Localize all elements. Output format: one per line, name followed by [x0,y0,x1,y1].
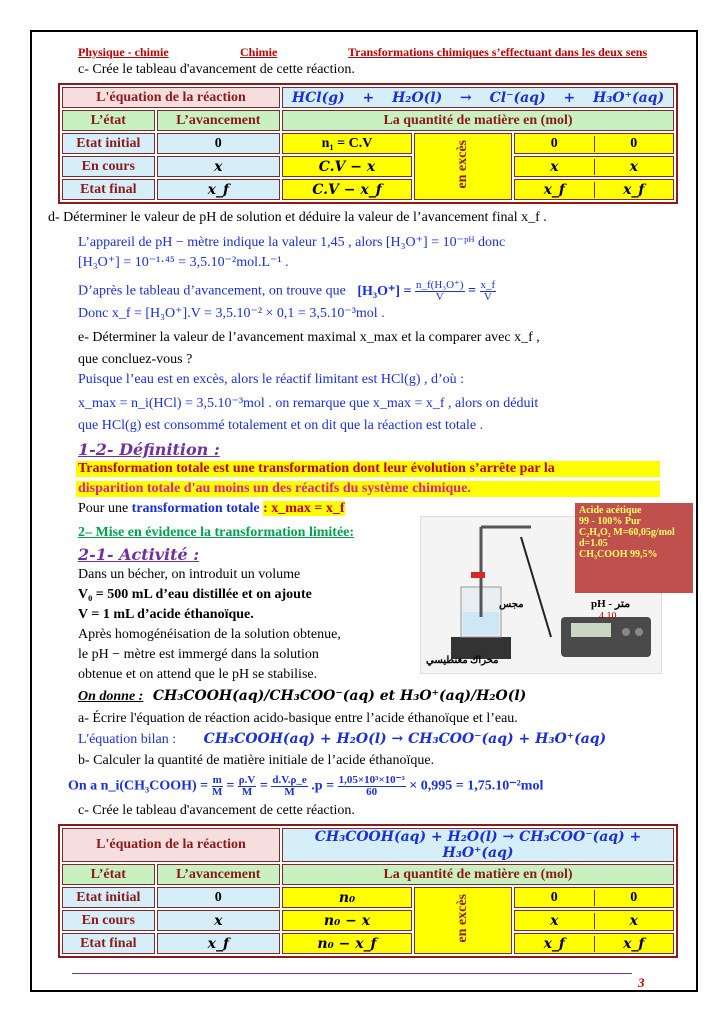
section2-title: 2– Mise en évidence la transformation limitée: [78,525,355,540]
table1-c3: x [515,159,595,175]
answer-b-post: × 0,995 = 1,75.10⁻²mol [409,778,544,794]
fraction-numeric [338,775,406,798]
acid-label-line: 99 - 100% Pur [579,516,641,527]
table1-eq-term: H₂O(l) [392,89,443,106]
table2-excess-text: en excès [455,893,470,943]
answer-b-pre: On a n_i(CH₃COOH) = [68,778,209,794]
table1-eq-label: L'équation de la réaction [62,87,280,108]
on-donne-line [78,688,526,705]
table1-state: En cours [62,156,155,177]
activity-line: le pH − mètre est immergé dans la solution [78,647,319,662]
table1-c1: n₁ = C.V [282,133,412,154]
table1-state: Etat final [62,179,155,200]
activity-line: Après homogénéisation de la solution obtenue, [78,627,341,642]
table2-products [514,933,674,954]
fraction-den: M [212,786,223,798]
table1-c3: 0 [515,136,595,152]
table1-excess [414,133,512,200]
definition-line1 [76,461,660,477]
answer-e-line2: x_max = n_i(HCl) = 3,5.10⁻³mol . on remarque que x_max = x_f , alors on déduit [78,396,539,411]
fraction-nf-over-v [415,280,465,303]
answer-a-equation: CH₃COOH(aq) + H₂O(l) → CH₃COO⁻(aq) + H₃O⁺(aq) [203,731,607,747]
table1-eq-term: HCl(g) [291,89,345,106]
fraction-num: d.V.ρ_e [272,774,307,786]
table2-c3: 0 [515,890,595,906]
table2-adv: x [157,910,280,931]
table1-adv: 0 [157,133,280,154]
answer-d-line3: D’après le tableau d’avancement, on trouve que [H₃O⁺] = $\frac{\text{n\_f(H₃O⁺)}}{V}$ = $\frac{x\_f}{V}$ [78,279,496,303]
header-subject: Physique - chimie [78,45,169,59]
table1-products [514,133,674,154]
definition-line3-term: transformation totale [131,501,260,516]
question-d: d- Déterminer le valeur de pH de solution et déduire la valeur de l’avancement final x_f . [48,210,547,225]
table2-c4: 0 [630,889,638,905]
table2-qty-header: La quantité de matière en (mol) [282,864,674,885]
fraction-dVrho-over-M [271,775,307,798]
fraction-xf-over-v [480,280,497,303]
fraction-num: x_f [480,279,496,291]
table2-state-header: L’état [62,864,155,885]
definition-title: 1-2- Définition : [78,440,220,459]
advancement-table-2 [58,824,678,958]
answer-d-line2: [H₃O⁺] = 10⁻¹·⁴⁵ = 3,5.10⁻²mol.L⁻¹ . [78,255,289,270]
definition-line3 [78,501,345,517]
advancement-table-1 [58,83,678,204]
table2-state: Etat final [62,933,155,954]
page-number: 3 [638,975,645,990]
table2-eq-label: L'équation de la réaction [62,828,280,862]
table2-state: En cours [62,910,155,931]
table1-c4: x [629,158,638,175]
fraction-rhoV-over-M [238,775,257,798]
ph-meter-label: pH - متر [591,598,631,610]
table2-c1: n₀ [282,887,412,908]
table2-products [514,910,674,931]
definition-line2 [76,481,660,497]
on-donne-equation: CH₃COOH(aq)/CH₃COO⁻(aq) et H₃O⁺(aq)/H₂O(l) [152,688,527,704]
table1-eq-term: + [563,89,576,106]
table1-c4: x_f [623,181,645,198]
table1-eq-term: Cl⁻(aq) [489,89,546,106]
answer-d-line3-pre: D’après le tableau d’avancement, on trouve que [78,283,346,299]
activity-title: 2-1- Activité : [78,545,200,564]
question-b: b- Calculer la quantité de matière initiale de l’acide éthanoïque. [78,753,435,768]
footer-rule [72,973,632,974]
table2-c3: x_f [515,936,595,952]
table1-equation [282,87,674,108]
acid-label-box [575,503,693,593]
question-e-line1: e- Déterminer la valeur de l’avancement maximal x_max et la comparer avec x_f , [78,330,540,345]
table1-adv: x_f [157,179,280,200]
acid-label-line: CH₃COOH 99,5% [579,549,658,560]
answer-a-label: L'équation bilan : [78,732,177,747]
fraction-num: ρ.V [238,774,256,786]
table2-excess [414,887,512,954]
table1-state-header: L’état [62,110,155,131]
question-c2: c- Crée le tableau d'avancement de cette réaction. [78,803,355,818]
activity-line: obtenue et on attend que le pH se stabilise. [78,667,318,682]
table1-c1: C.V − x_f [282,179,412,200]
acid-label-line: C₂H₄O₂ M=60,05g/mol [579,527,675,538]
answer-d-line3-eq: [H₃O⁺] = [357,283,412,299]
fraction-den: M [284,786,295,798]
table2-c4: x_f [623,935,645,952]
acid-label-line: Acide acétique [579,505,642,516]
fraction-num: n_f(H₃O⁺) [416,279,464,291]
definition-line3-eq: : x_max = x_f [263,501,345,516]
table2-c3: x [515,913,595,929]
table1-c4: 0 [630,135,638,151]
fraction-m-over-M [212,775,223,798]
table2-c4: x [629,912,638,929]
fraction-den: M [241,786,253,798]
activity-line: V₀ = 500 mL d’eau distillée et on ajoute [78,587,312,602]
table2-adv-header: L’avancement [157,864,280,885]
table1-adv: x [157,156,280,177]
question-a: a- Écrire l'équation de réaction acido-basique entre l’acide éthanoïque et l’eau. [78,711,518,726]
question-c1: c- Crée le tableau d'avancement de cette réaction. [78,62,355,77]
fraction-den: V [483,291,492,303]
answer-b: On a n_i(CH₃COOH) = $\frac{m}{M}$ = $\frac{\rho.V}{M}$ = $\frac{d.V.\rho\_e}{M}$ .p = $\frac{\text{1,05×10³×10⁻³}}{60}$ × 0,995 = 1,75.10⁻²mol [68,774,544,798]
fraction-num: m [212,774,222,786]
on-donne-label: On donne : [78,689,144,704]
activity-line: V = 1 mL d’acide éthanoïque. [78,607,254,622]
answer-a [78,731,606,748]
acid-label-line: d=1.05 [579,538,608,549]
definition-line1-text: Transformation totale est une transformation dont leur évolution s’arrête par la [78,461,555,476]
fraction-den: 60 [366,786,378,798]
table1-eq-term: + [362,89,375,106]
table2-c1: n₀ − x [282,910,412,931]
table2-adv: x_f [157,933,280,954]
table1-eq-term: → [460,89,472,106]
fraction-num: 1,05×10³×10⁻³ [338,774,405,786]
stirrer-label: محراك مغنطيسي [426,655,499,666]
header-chapter: Chimie [240,45,278,59]
table1-qty-header: La quantité de matière en (mol) [282,110,674,131]
table1-eq-term: H₃O⁺(aq) [593,89,665,106]
ph-value: 4.10 [599,611,617,622]
table1-products [514,156,674,177]
fraction-den: V [435,291,444,303]
table2-adv: 0 [157,887,280,908]
table1-state: Etat initial [62,133,155,154]
answer-d-line1: L’appareil de pH − mètre indique la valeur 1,45 , alors [H₃O⁺] = 10⁻ᵖᴴ donc [78,235,506,250]
definition-line2-text: disparition totale d'au moins un des réactifs du système chimique. [78,481,471,496]
table1-excess-text: en excès [455,139,470,189]
table2-state: Etat initial [62,887,155,908]
table1-c1: C.V − x [282,156,412,177]
answer-e-line3: que HCl(g) est consommé totalement et on dit que la réaction est totale . [78,418,484,433]
table2-products [514,887,674,908]
table2-c1: n₀ − x_f [282,933,412,954]
table1-c3: x_f [515,182,595,198]
question-e-line2: que concluez-vous ? [78,352,193,367]
table2-equation: CH₃COOH(aq) + H₂O(l) → CH₃COO⁻(aq) + H₃O⁺(aq) [282,828,674,862]
answer-e-line1: Puisque l’eau est en excès, alors le réactif limitant est HCl(g) , d’où : [78,372,465,387]
table1-adv-header: L’avancement [157,110,280,131]
header-title: Transformations chimiques s’effectuant dans les deux sens [348,45,648,59]
definition-line3-pre: Pour une [78,501,129,516]
probe-label: مجس [499,599,524,610]
answer-d-line4: Donc x_f = [H₃O⁺].V = 3,5.10⁻² × 0,1 = 3,5.10⁻³mol . [78,306,385,321]
table1-products [514,179,674,200]
activity-line: Dans un bécher, on introduit un volume [78,567,301,582]
